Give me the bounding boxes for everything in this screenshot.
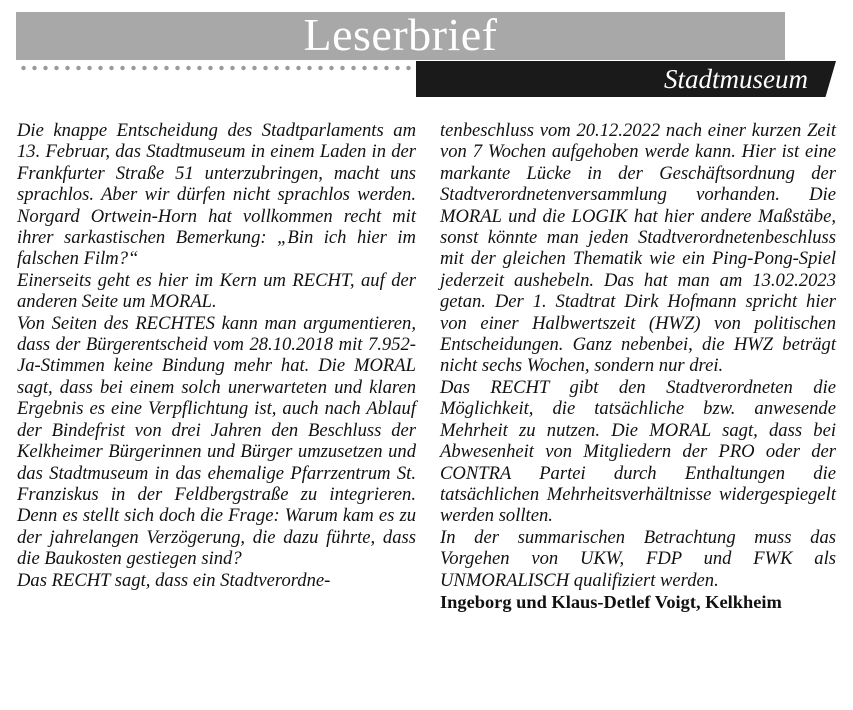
left-column: [17, 120, 416, 591]
author-signature: Ingeborg und Klaus-Detlef Voigt, Kelkheim: [440, 591, 782, 612]
dotted-rule: [18, 64, 418, 72]
article-subtitle: Stadtmuseum: [664, 64, 808, 94]
article-title: Leserbrief: [303, 9, 498, 60]
paragraph: Das RECHT gibt den Stadtverordneten die Möglichkeit, die tatsächliche bzw. anwesende Mehrheit zu nutzen. Die MORAL sagt, dass bei Abwesenheit von Mitgliedern der PRO oder der CONTRA Partei durch Enthaltungen die tatsächlichen Mehrheitsverhältnisse widergespiegelt werden sollten.: [440, 376, 836, 527]
paragraph: Die knappe Entscheidung des Stadtparlaments am 13. Februar, das Stadtmuseum in einem Laden in der Frankfurter Straße 51 unterzubringen, macht uns sprachlos. Aber wir dürfen nicht sprachlos werden. Norgard Ortwein-Horn hat vollkommen recht mit ihrer sarkastischen Bemerkung: „Bin ich hier im falschen Film?“: [17, 120, 416, 270]
paragraph: Von Seiten des RECHTES kann man argumentieren, dass der Bürgerentscheid vom 28.10.2018 mit 7.952-Ja-Stimmen keine Bindung mehr hat. Die MORAL sagt, dass bei einem solch unerwarteten und klaren Ergebnis es eine Verpflichtung ist, auch nach Ablauf der Bindefrist von drei Jahren den Beschluss der Kelkheimer Bürgerinnen und Bürger umzusetzen und das Stadtmuseum in das ehemalige Pfarrzentrum St. Franziskus in der Feldbergstraße zu integrieren. Denn es stellt sich doch die Frage: Warum kam es zu der jahrelangen Verzögerung, die dazu führte, dass die Baukosten gestiegen sind?: [17, 312, 416, 570]
paragraph: Das RECHT sagt, dass ein Stadtverordne-: [17, 569, 331, 591]
right-column: [440, 120, 836, 613]
paragraph: tenbeschluss vom 20.12.2022 nach einer kurzen Zeit von 7 Wochen aufgehoben werde kann. Hier ist eine markante Lücke in der Geschäftsordnung der Stadtverordnetenversammlung vorhanden. Die MORAL und die LOGIK hat hier andere Maßstäbe, sonst könnte man jeden Stadtverordnetenbeschluss mit der gleichen Thematik wie ein Ping-Pong-Spiel jederzeit aushebeln. Das hat man am 13.02.2023 getan. Der 1. Stadtrat Dirk Hofmann spricht hier von einer Halbwertszeit (HWZ) von politischen Entscheidungen. Ganz nebenbei, die HWZ beträgt nicht sechs Wochen, sondern nur drei.: [440, 120, 836, 377]
paragraph: In der summarischen Betrachtung muss das Vorgehen von UKW, FDP und FWK als UNMORALISCH qualifiziert werden.: [440, 526, 836, 591]
paragraph: Einerseits geht es hier im Kern um RECHT, auf der anderen Seite um MORAL.: [17, 269, 416, 313]
